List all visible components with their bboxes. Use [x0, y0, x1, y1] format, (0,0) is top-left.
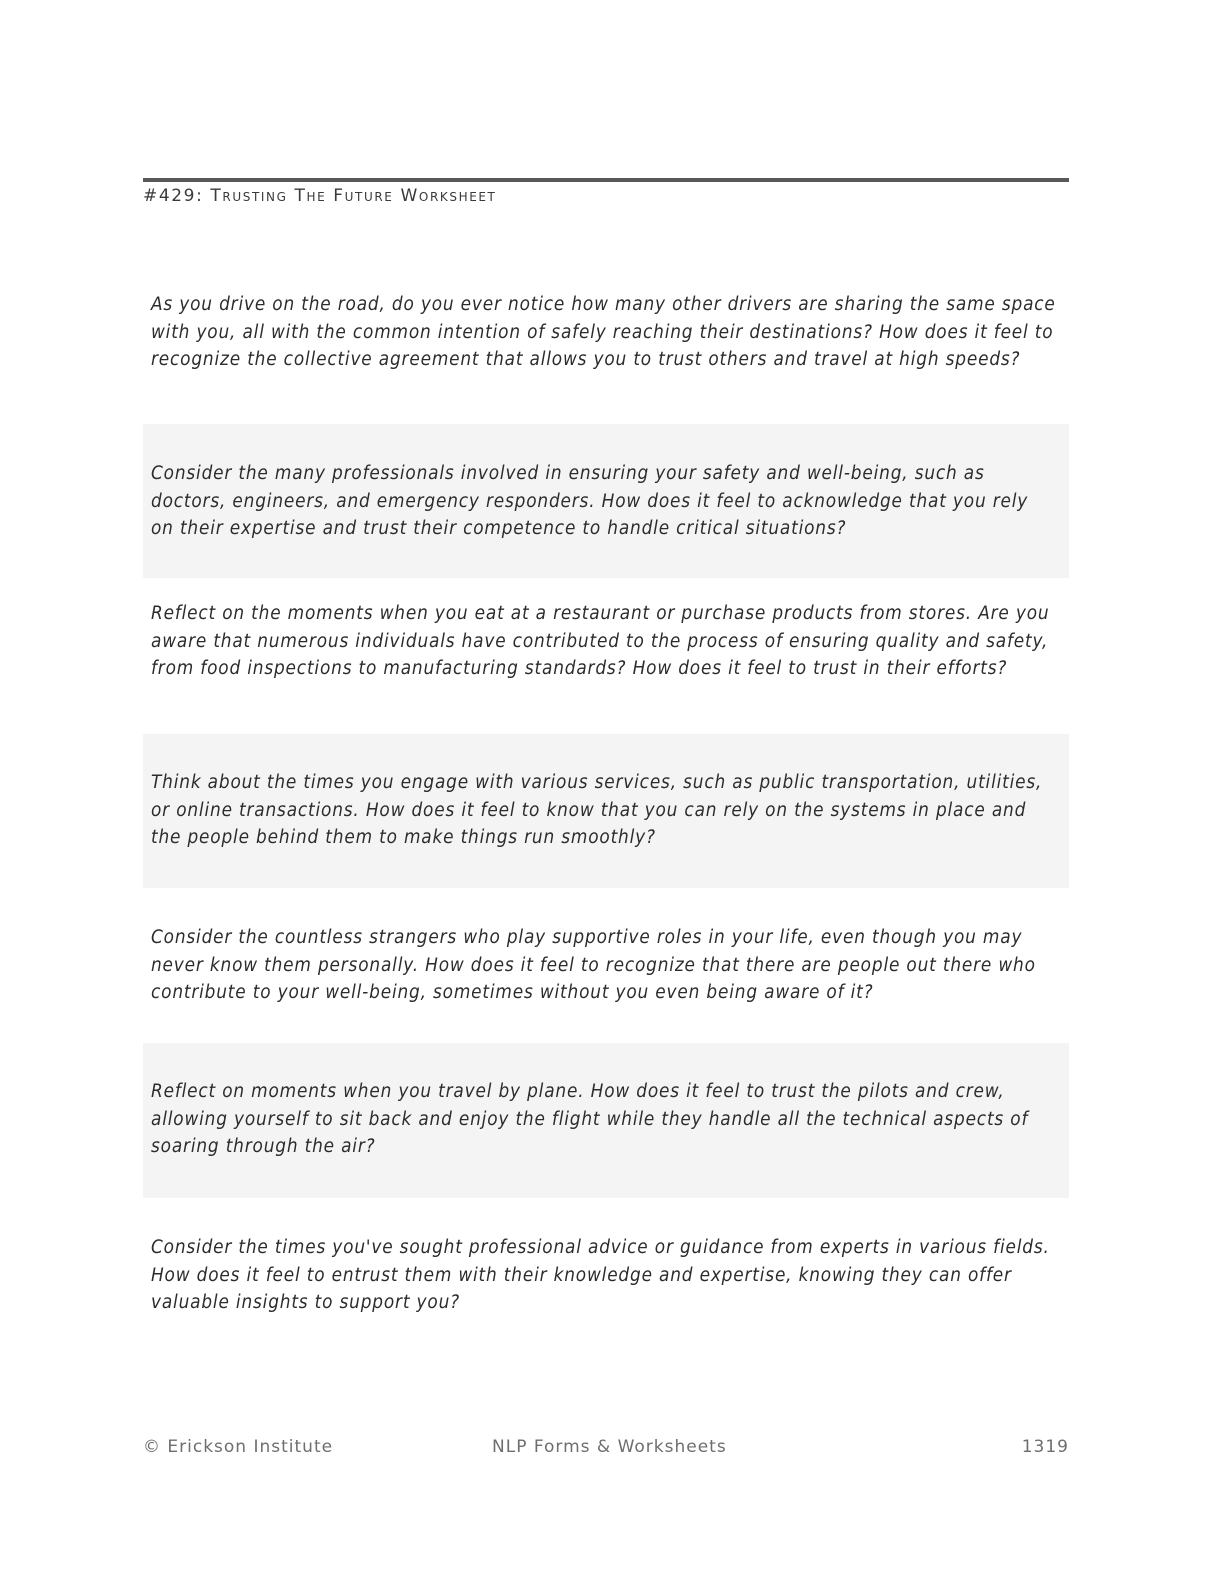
header-rule — [143, 178, 1069, 182]
prompt-text: Reflect on the moments when you eat at a restaurant or purchase products from stores. Are you aware that numerous individuals have contributed to the process of ensuring quality and safety, from food inspections to manufacturing standards? How does it feel to trust in their efforts? — [151, 603, 1050, 680]
prompt-section-4 — [143, 734, 1069, 888]
prompt-section-6 — [143, 1043, 1069, 1198]
prompt-text: As you drive on the road, do you ever notice how many other drivers are sharing the same space with you, all with the common intention of safely reaching their destinations? How does it feel to recognize the collective agreement that allows you to trust others and travel at high speeds? — [151, 294, 1056, 371]
prompt-section-2 — [143, 424, 1069, 578]
page-title: #429: Trusting The Future Worksheet — [143, 186, 497, 206]
prompt-section-5 — [143, 924, 1069, 1007]
footer-page-number: 1319 — [1021, 1437, 1069, 1457]
prompt-text: Reflect on moments when you travel by plane. How does it feel to trust the pilots and crew, allowing yourself to sit back and enjoy the flight while they handle all the technical aspects of soaring through the air? — [151, 1081, 1029, 1158]
prompt-text: Consider the many professionals involved in ensuring your safety and well-being, such as doctors, engineers, and emergency responders. How does it feel to acknowledge that you rely on their expertise and trust their competence to handle critical situations? — [151, 463, 1029, 540]
footer-copyright: © Erickson Institute — [143, 1437, 334, 1457]
worksheet-page — [143, 0, 1069, 1584]
prompt-section-3 — [143, 600, 1069, 683]
prompt-text: Think about the times you engage with various services, such as public transportation, utilities, or online transactions. How does it feel to know that you can rely on the systems in place and the people behind them to make things run smoothly? — [151, 772, 1043, 849]
footer-publication: NLP Forms & Worksheets — [492, 1437, 727, 1457]
prompt-section-1 — [143, 291, 1069, 374]
prompt-text: Consider the countless strangers who play supportive roles in your life, even though you may never know them personally. How does it feel to recognize that there are people out there who contribute to your well-being, sometimes without you even being aware of it? — [151, 927, 1036, 1004]
prompt-section-7 — [143, 1234, 1069, 1317]
prompt-text: Consider the times you've sought professional advice or guidance from experts in various fields. How does it feel to entrust them with their knowledge and expertise, knowing they can offer valuable insights to support you? — [151, 1237, 1050, 1314]
